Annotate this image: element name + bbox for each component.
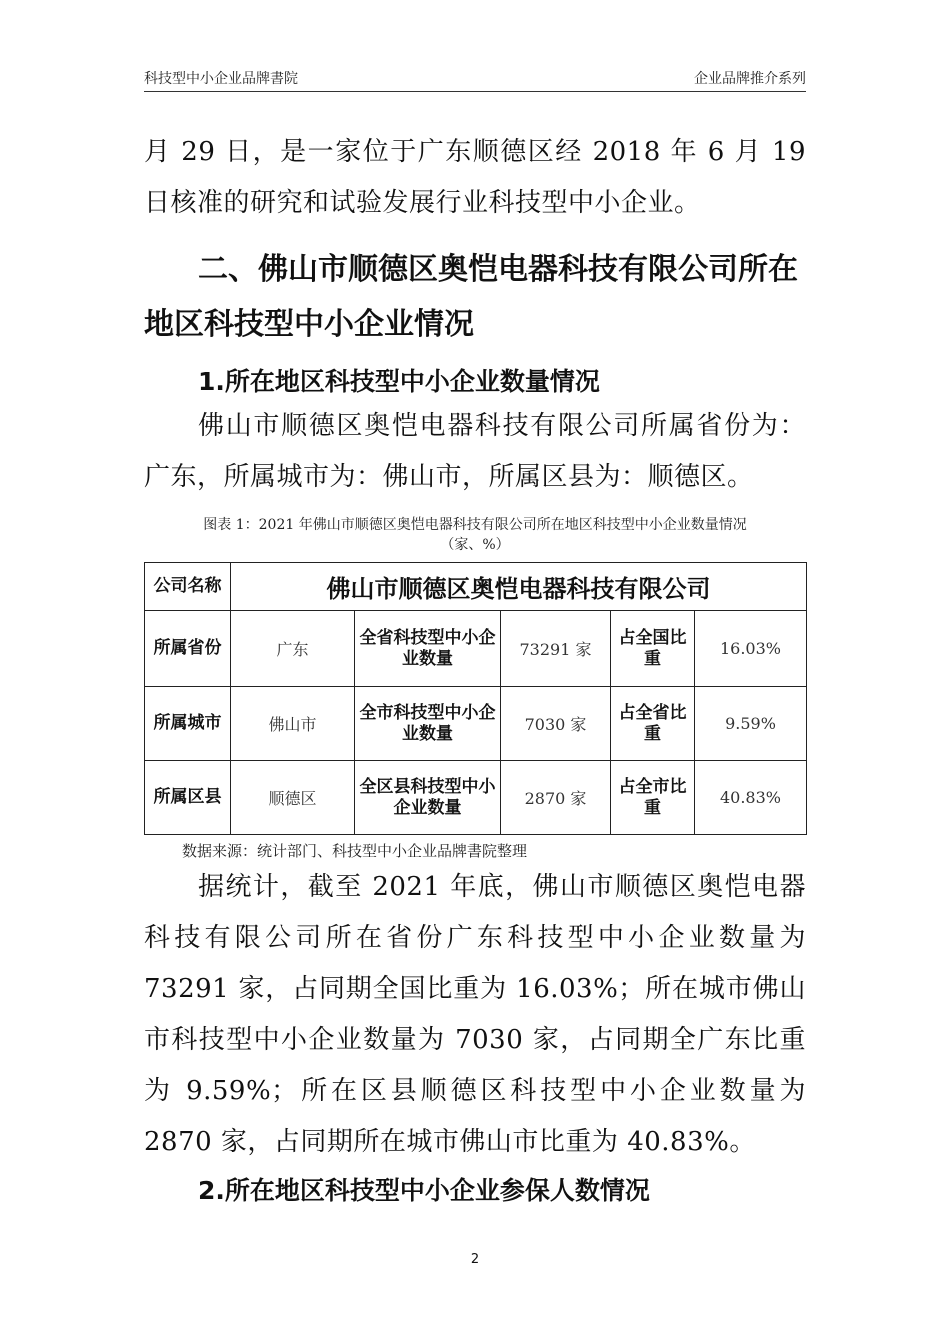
intro-paragraph-continued: 月 29 日，是一家位于广东顺德区经 2018 年 6 月 19 日核准的研究和试验发展行业科技型中小企业。	[144, 137, 806, 218]
page-number: 2	[470, 1252, 480, 1267]
count-value: 7030 家	[501, 687, 611, 761]
share-value: 16.03%	[695, 611, 807, 687]
enterprise-count-table	[144, 562, 807, 835]
row-label: 所属省份	[145, 611, 231, 687]
count-label: 全省科技型中小企业数量	[355, 611, 501, 687]
page-header	[144, 68, 806, 90]
table-caption-line2: （家、%）	[440, 537, 510, 553]
count-value: 2870 家	[501, 761, 611, 835]
region-paragraph: 佛山市顺德区奥恺电器科技有限公司所属省份为：广东，所属城市为：佛山市，所属区县为：顺德区。	[144, 411, 806, 492]
statistics-paragraph: 据统计，截至 2021 年底，佛山市顺德区奥恺电器科技有限公司所在省份广东科技型中小企业数量为 73291 家，占同期全国比重为 16.03%；所在城市佛山市科技型中小企业数量为 7030 家，占同期全广东比重为 9.59%；所在区县顺德区科技型中小企业数量为 2870 家，占同期所在城市佛山市比重为 40.83%。	[144, 872, 806, 1157]
count-value: 73291 家	[501, 611, 611, 687]
header-left-title: 科技型中小企业品牌書院	[144, 71, 298, 87]
count-label: 全市科技型中小企业数量	[355, 687, 501, 761]
share-label: 占全省比重	[611, 687, 695, 761]
table-row	[145, 563, 807, 611]
region-value: 佛山市	[231, 687, 355, 761]
table-row	[145, 761, 807, 835]
region-value: 广东	[231, 611, 355, 687]
table-row	[145, 611, 807, 687]
subsection-1-heading: 1.所在地区科技型中小企业数量情况	[198, 367, 600, 396]
table-caption	[144, 515, 806, 555]
share-value: 40.83%	[695, 761, 807, 835]
share-label: 占全市比重	[611, 761, 695, 835]
data-source-note: 数据来源：统计部门、科技型中小企业品牌書院整理	[182, 842, 528, 860]
region-value: 顺德区	[231, 761, 355, 835]
row-label: 所属城市	[145, 687, 231, 761]
company-name-cell: 佛山市顺德区奥恺电器科技有限公司	[231, 563, 807, 611]
section-2-heading: 二、佛山市顺德区奥恺电器科技有限公司所在地区科技型中小企业情况	[144, 252, 798, 342]
header-right-title: 企业品牌推介系列	[694, 71, 806, 87]
share-label: 占全国比重	[611, 611, 695, 687]
table-caption-line1: 图表 1：2021 年佛山市顺德区奥恺电器科技有限公司所在地区科技型中小企业数量情况	[203, 517, 747, 533]
company-label-cell: 公司名称	[145, 563, 231, 611]
count-label: 全区县科技型中小企业数量	[355, 761, 501, 835]
share-value: 9.59%	[695, 687, 807, 761]
header-divider	[144, 91, 806, 92]
row-label: 所属区县	[145, 761, 231, 835]
table-row	[145, 687, 807, 761]
subsection-2-heading: 2.所在地区科技型中小企业参保人数情况	[198, 1176, 650, 1205]
